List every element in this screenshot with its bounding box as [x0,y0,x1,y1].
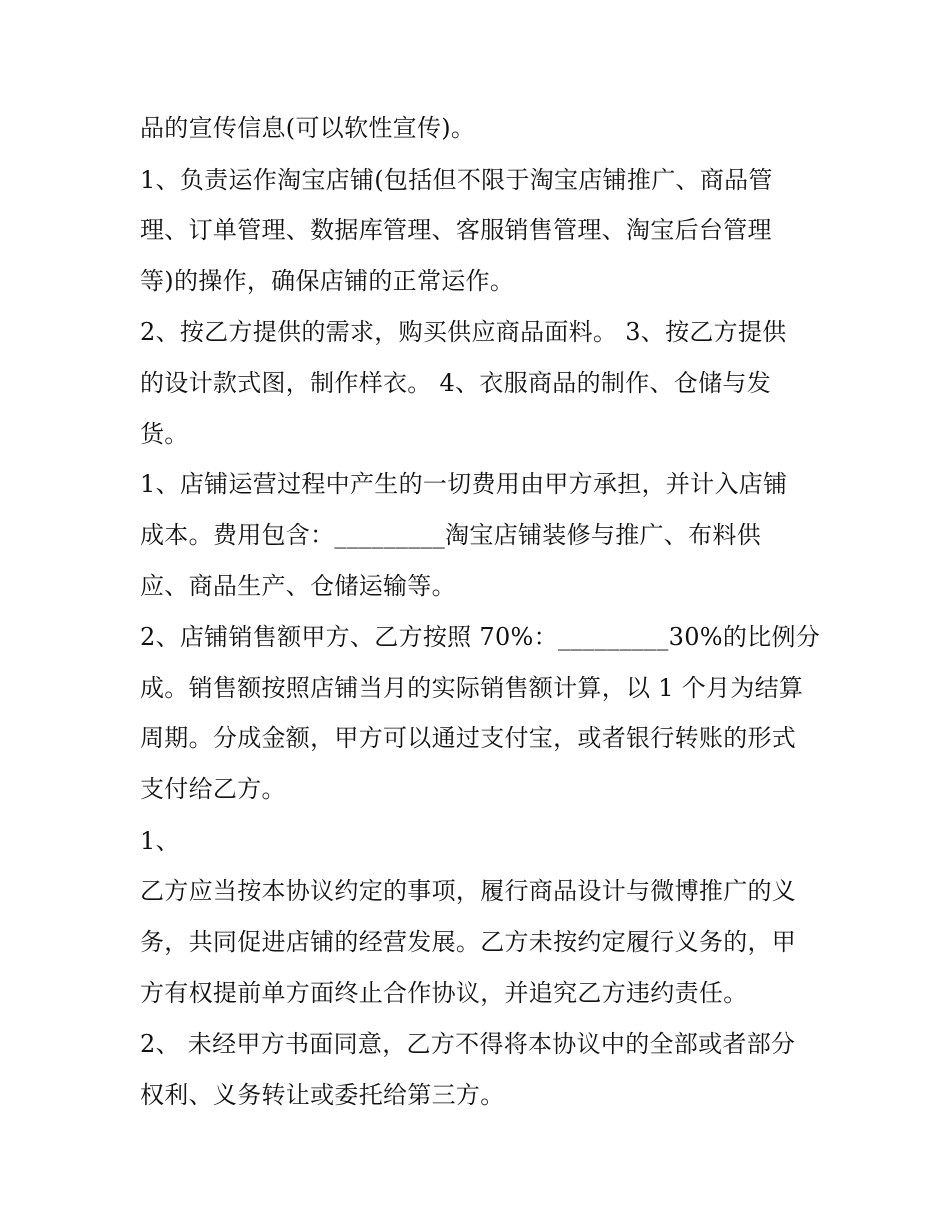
text-line: 理、订单管理、数据库管理、客服销售管理、淘宝后台管理 [140,216,772,244]
text-line: 2、 未经甲方书面同意，乙方不得将本协议中的全部或者部分 [140,1030,796,1058]
text-line: 品的宣传信息(可以软性宣传)。 [140,114,476,142]
text-line: 1、负责运作淘宝店铺(包括但不限于淘宝店铺推广、商品管 [140,166,773,194]
text-line: 权利、义务转让或委托给第三方。 [140,1081,505,1109]
text-line: 支付给乙方。 [140,775,286,803]
text-line: 成本。费用包含：_________淘宝店铺装修与推广、布料供 [140,521,761,549]
text-line: 2、按乙方提供的需求，购买供应商品面料。 3、按乙方提供 [140,318,787,346]
text-line: 方有权提前单方面终止合作协议，并追究乙方违约责任。 [140,979,748,1007]
text-line: 的设计款式图，制作样衣。 4、衣服商品的制作、仓储与发 [140,369,771,397]
text-line: 1、 [140,827,180,855]
text-line: 周期。分成金额，甲方可以通过支付宝，或者银行转账的形式 [140,724,797,752]
text-line: 2、店铺销售额甲方、乙方按照 70%：_________30%的比例分 [140,623,821,651]
text-line: 1、店铺运营过程中产生的一切费用由甲方承担，并计入店铺 [140,470,788,498]
text-line: 等)的操作，确保店铺的正常运作。 [140,267,515,295]
text-line: 务，共同促进店铺的经营发展。乙方未按约定履行义务的，甲 [140,928,797,956]
text-line: 乙方应当按本协议约定的事项，履行商品设计与微博推广的义 [140,877,797,905]
text-line: 货。 [140,420,189,448]
text-line: 成。销售额按照店铺当月的实际销售额计算，以 1 个月为结算 [140,674,804,702]
text-line: 应、商品生产、仓储运输等。 [140,572,456,600]
